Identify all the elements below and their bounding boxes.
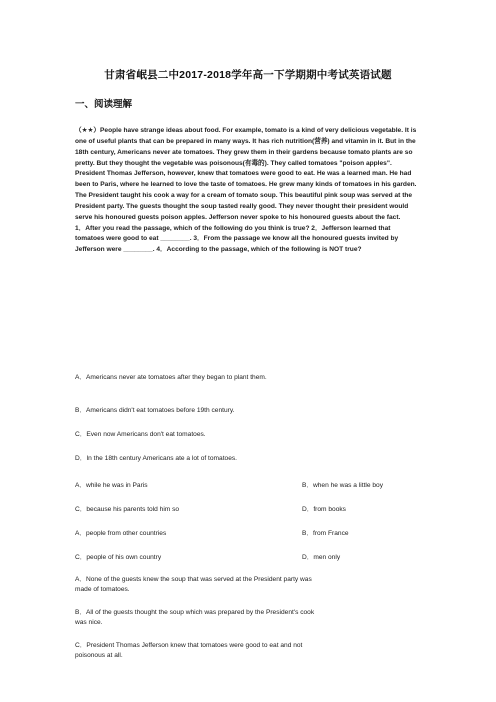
passage-paragraph-2: President Thomas Jefferson, however, knew that tomatoes were good to eat. He was a learned man. He had been to Paris, where he learned to love the taste of tomatoes. He grew many kinds of tomatoes in his garden. The President taught his cook a way for a cream of tomato soup. This beautiful pink soup was served at the President party. The guests thought the soup tasted really good. They never thought their president would serve his honoured guests poison apples. Jefferson never spoke to his honoured guests about the fact. — [75, 170, 417, 221]
option-q1-d: D．In the 18th century Americans ate a lot of tomatoes. — [75, 455, 237, 462]
question-stems: 1．After you read the passage, which of the following do you think is true? 2．Jefferson learned that tomatoes were good to eat ________. 3．From the passage we know all the honoured guests invited by Jefferson were ________. 4．According to the passage, which of the following is NOT true? — [75, 224, 399, 254]
option-q4-c: C．President Thomas Jefferson knew that tomatoes were good to eat and not poisonous at all. — [75, 642, 303, 659]
option-q2-a: A．while he was in Paris — [75, 482, 148, 489]
option-q3-b: B．from France — [302, 530, 349, 537]
option-q1-b: B．Americans didn't eat tomatoes before 19th century. — [75, 407, 235, 414]
reading-passage — [75, 126, 420, 256]
option-q4-b: B．All of the guests thought the soup which was prepared by the President's cook was nice. — [75, 609, 315, 626]
option-q1-c: C．Even now Americans don't eat tomatoes. — [75, 431, 206, 438]
option-q3-d: D．men only — [302, 554, 341, 561]
option-q1-a: A．Americans never ate tomatoes after they began to plant them. — [75, 374, 267, 381]
option-q2-c: C．because his parents told him so — [75, 506, 180, 513]
option-q3-c: C．people of his own country — [75, 554, 162, 561]
option-q2-b: B．when he was a little boy — [302, 482, 383, 489]
section-heading: 一、阅读理解 — [75, 99, 133, 110]
option-q4-a: A．None of the guests knew the soup that was served at the President party was made of tomatoes. — [75, 576, 312, 593]
option-q2-d: D．from books — [302, 506, 346, 513]
option-q3-a: A．people from other countries — [75, 530, 167, 537]
page-title: 甘肃省岷县二中2017-2018学年高一下学期期中考试英语试题 — [104, 69, 392, 81]
passage-paragraph-1: （★★）People have strange ideas about food. For example, tomato is a kind of very delicious vegetable. It is one of useful plants that can be prepared in many ways. It has rich nutrition(营养) and vitamin in it. But in the 18th century, Americans never ate tomatoes. They grew them in their gardens because tomato plants are so pretty. But they thought the vegetable was poisonous(有毒的). They called tomatoes "poison apples". — [75, 127, 417, 167]
